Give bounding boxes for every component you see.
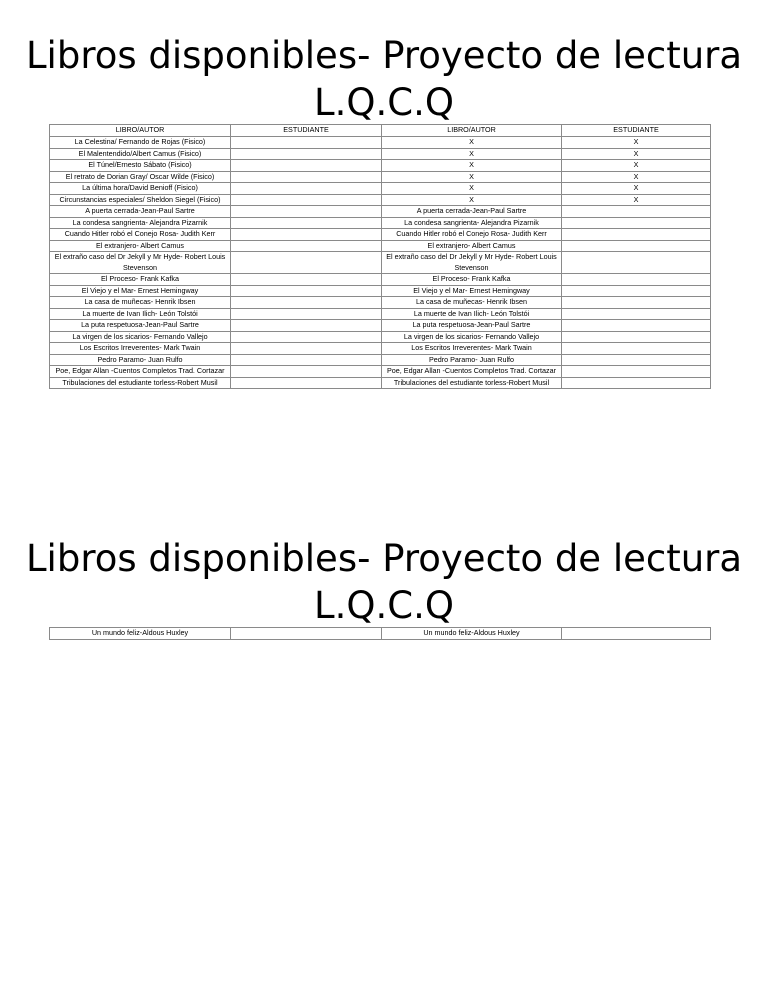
table-row bbox=[50, 183, 711, 195]
books-table bbox=[49, 627, 711, 640]
header-estudiante: ESTUDIANTE bbox=[562, 125, 711, 137]
cell-estudiante bbox=[231, 137, 382, 149]
cell-libro-autor: La muerte de Ivan Ilich- León Tolstói bbox=[382, 308, 562, 320]
cell-libro-autor: X bbox=[382, 183, 562, 195]
cell-libro-autor: El Viejo y el Mar- Ernest Hemingway bbox=[50, 285, 231, 297]
cell-libro-autor: La última hora/David Benioff (Fisico) bbox=[50, 183, 231, 195]
cell-libro-autor: Poe, Edgar Allan -Cuentos Completos Trad. Cortazar bbox=[50, 366, 231, 378]
cell-libro-autor: La virgen de los sicarios- Fernando Vallejo bbox=[382, 331, 562, 343]
table-row bbox=[50, 229, 711, 241]
table-row bbox=[50, 297, 711, 309]
cell-libro-autor: X bbox=[382, 148, 562, 160]
table-row bbox=[50, 354, 711, 366]
cell-libro-autor: Los Escritos Irreverentes- Mark Twain bbox=[50, 343, 231, 355]
cell-estudiante bbox=[231, 331, 382, 343]
table-row bbox=[50, 366, 711, 378]
cell-estudiante bbox=[231, 297, 382, 309]
cell-libro-autor: El extranjero- Albert Camus bbox=[50, 240, 231, 252]
cell-estudiante bbox=[231, 366, 382, 378]
cell-estudiante bbox=[231, 377, 382, 389]
table-row bbox=[50, 148, 711, 160]
cell-libro-autor: El Proceso- Frank Kafka bbox=[382, 274, 562, 286]
cell-estudiante bbox=[562, 331, 711, 343]
cell-estudiante bbox=[562, 297, 711, 309]
cell-estudiante bbox=[231, 628, 382, 640]
cell-libro-autor: X bbox=[382, 171, 562, 183]
cell-estudiante bbox=[562, 274, 711, 286]
cell-estudiante bbox=[562, 628, 711, 640]
cell-libro-autor: Pedro Paramo- Juan Rulfo bbox=[382, 354, 562, 366]
cell-estudiante bbox=[562, 285, 711, 297]
cell-estudiante bbox=[231, 320, 382, 332]
cell-estudiante bbox=[231, 183, 382, 195]
cell-estudiante: X bbox=[562, 148, 711, 160]
cell-estudiante bbox=[562, 252, 711, 274]
cell-libro-autor: Cuando Hitler robó el Conejo Rosa- Judith Kerr bbox=[382, 229, 562, 241]
cell-estudiante bbox=[562, 229, 711, 241]
table-row bbox=[50, 285, 711, 297]
page-title: Libros disponibles- Proyecto de lectura L.Q.C.Q bbox=[25, 537, 743, 627]
cell-estudiante: X bbox=[562, 137, 711, 149]
books-table bbox=[49, 124, 711, 389]
cell-libro-autor: X bbox=[382, 194, 562, 206]
cell-estudiante bbox=[231, 252, 382, 274]
table-row bbox=[50, 628, 711, 640]
cell-estudiante bbox=[231, 285, 382, 297]
cell-estudiante bbox=[231, 206, 382, 218]
table-row bbox=[50, 171, 711, 183]
cell-estudiante bbox=[562, 366, 711, 378]
cell-estudiante bbox=[562, 308, 711, 320]
table-row bbox=[50, 137, 711, 149]
cell-estudiante bbox=[562, 217, 711, 229]
cell-libro-autor: La puta respetuosa-Jean-Paul Sartre bbox=[382, 320, 562, 332]
cell-libro-autor: La casa de muñecas- Henrik Ibsen bbox=[50, 297, 231, 309]
cell-estudiante bbox=[231, 160, 382, 172]
table-row bbox=[50, 320, 711, 332]
cell-estudiante: X bbox=[562, 171, 711, 183]
cell-libro-autor: La Celestina/ Fernando de Rojas (Fisico) bbox=[50, 137, 231, 149]
cell-estudiante bbox=[231, 194, 382, 206]
table-row bbox=[50, 252, 711, 274]
cell-estudiante: X bbox=[562, 194, 711, 206]
cell-libro-autor: El Malentendido/Albert Camus (Fisico) bbox=[50, 148, 231, 160]
cell-libro-autor: A puerta cerrada-Jean-Paul Sartre bbox=[50, 206, 231, 218]
cell-libro-autor: Pedro Paramo- Juan Rulfo bbox=[50, 354, 231, 366]
cell-libro-autor: X bbox=[382, 160, 562, 172]
table-row bbox=[50, 194, 711, 206]
cell-estudiante bbox=[231, 171, 382, 183]
cell-estudiante bbox=[562, 240, 711, 252]
cell-estudiante: X bbox=[562, 183, 711, 195]
cell-estudiante bbox=[562, 377, 711, 389]
cell-libro-autor: El extranjero- Albert Camus bbox=[382, 240, 562, 252]
cell-libro-autor: El Túnel/Ernesto Sábato (Fisico) bbox=[50, 160, 231, 172]
cell-libro-autor: El Proceso- Frank Kafka bbox=[50, 274, 231, 286]
cell-libro-autor: La muerte de Ivan Ilich- León Tolstói bbox=[50, 308, 231, 320]
header-libro-autor: LIBRO/AUTOR bbox=[50, 125, 231, 137]
cell-estudiante bbox=[231, 354, 382, 366]
table-row bbox=[50, 377, 711, 389]
table-row bbox=[50, 343, 711, 355]
cell-estudiante bbox=[231, 229, 382, 241]
cell-libro-autor: Tribulaciones del estudiante torless-Robert Musil bbox=[50, 377, 231, 389]
cell-estudiante bbox=[231, 308, 382, 320]
cell-libro-autor: Un mundo feliz-Aldous Huxley bbox=[50, 628, 231, 640]
cell-estudiante bbox=[562, 320, 711, 332]
cell-libro-autor: La puta respetuosa-Jean-Paul Sartre bbox=[50, 320, 231, 332]
cell-libro-autor: Los Escritos Irreverentes- Mark Twain bbox=[382, 343, 562, 355]
table-row bbox=[50, 160, 711, 172]
cell-estudiante: X bbox=[562, 160, 711, 172]
header-libro-autor: LIBRO/AUTOR bbox=[382, 125, 562, 137]
cell-estudiante bbox=[231, 343, 382, 355]
cell-libro-autor: La condesa sangrienta- Alejandra Pizarnik bbox=[382, 217, 562, 229]
table-row bbox=[50, 331, 711, 343]
cell-libro-autor: Circunstancias especiales/ Sheldon Siegel (Fisico) bbox=[50, 194, 231, 206]
cell-estudiante bbox=[562, 206, 711, 218]
cell-libro-autor: La casa de muñecas- Henrik Ibsen bbox=[382, 297, 562, 309]
cell-libro-autor: El extraño caso del Dr Jekyll y Mr Hyde- Robert Louis Stevenson bbox=[382, 252, 562, 274]
table-row bbox=[50, 308, 711, 320]
cell-libro-autor: El Viejo y el Mar- Ernest Hemingway bbox=[382, 285, 562, 297]
table-header-row bbox=[50, 125, 711, 137]
cell-libro-autor: Poe, Edgar Allan -Cuentos Completos Trad. Cortazar bbox=[382, 366, 562, 378]
table-row bbox=[50, 240, 711, 252]
page-title: Libros disponibles- Proyecto de lectura L.Q.C.Q bbox=[25, 34, 743, 124]
cell-libro-autor: A puerta cerrada-Jean-Paul Sartre bbox=[382, 206, 562, 218]
cell-libro-autor: Cuando Hitler robó el Conejo Rosa- Judith Kerr bbox=[50, 229, 231, 241]
cell-libro-autor: Tribulaciones del estudiante torless-Robert Musil bbox=[382, 377, 562, 389]
cell-libro-autor: La virgen de los sicarios- Fernando Vallejo bbox=[50, 331, 231, 343]
table-row bbox=[50, 217, 711, 229]
cell-libro-autor: El extraño caso del Dr Jekyll y Mr Hyde- Robert Louis Stevenson bbox=[50, 252, 231, 274]
cell-estudiante bbox=[562, 354, 711, 366]
cell-estudiante bbox=[231, 240, 382, 252]
header-estudiante: ESTUDIANTE bbox=[231, 125, 382, 137]
cell-estudiante bbox=[231, 217, 382, 229]
cell-libro-autor: Un mundo feliz-Aldous Huxley bbox=[382, 628, 562, 640]
cell-libro-autor: La condesa sangrienta- Alejandra Pizarnik bbox=[50, 217, 231, 229]
cell-estudiante bbox=[562, 343, 711, 355]
cell-estudiante bbox=[231, 274, 382, 286]
cell-estudiante bbox=[231, 148, 382, 160]
table-row bbox=[50, 206, 711, 218]
cell-libro-autor: El retrato de Dorian Gray/ Oscar Wilde (Fisico) bbox=[50, 171, 231, 183]
table-row bbox=[50, 274, 711, 286]
cell-libro-autor: X bbox=[382, 137, 562, 149]
